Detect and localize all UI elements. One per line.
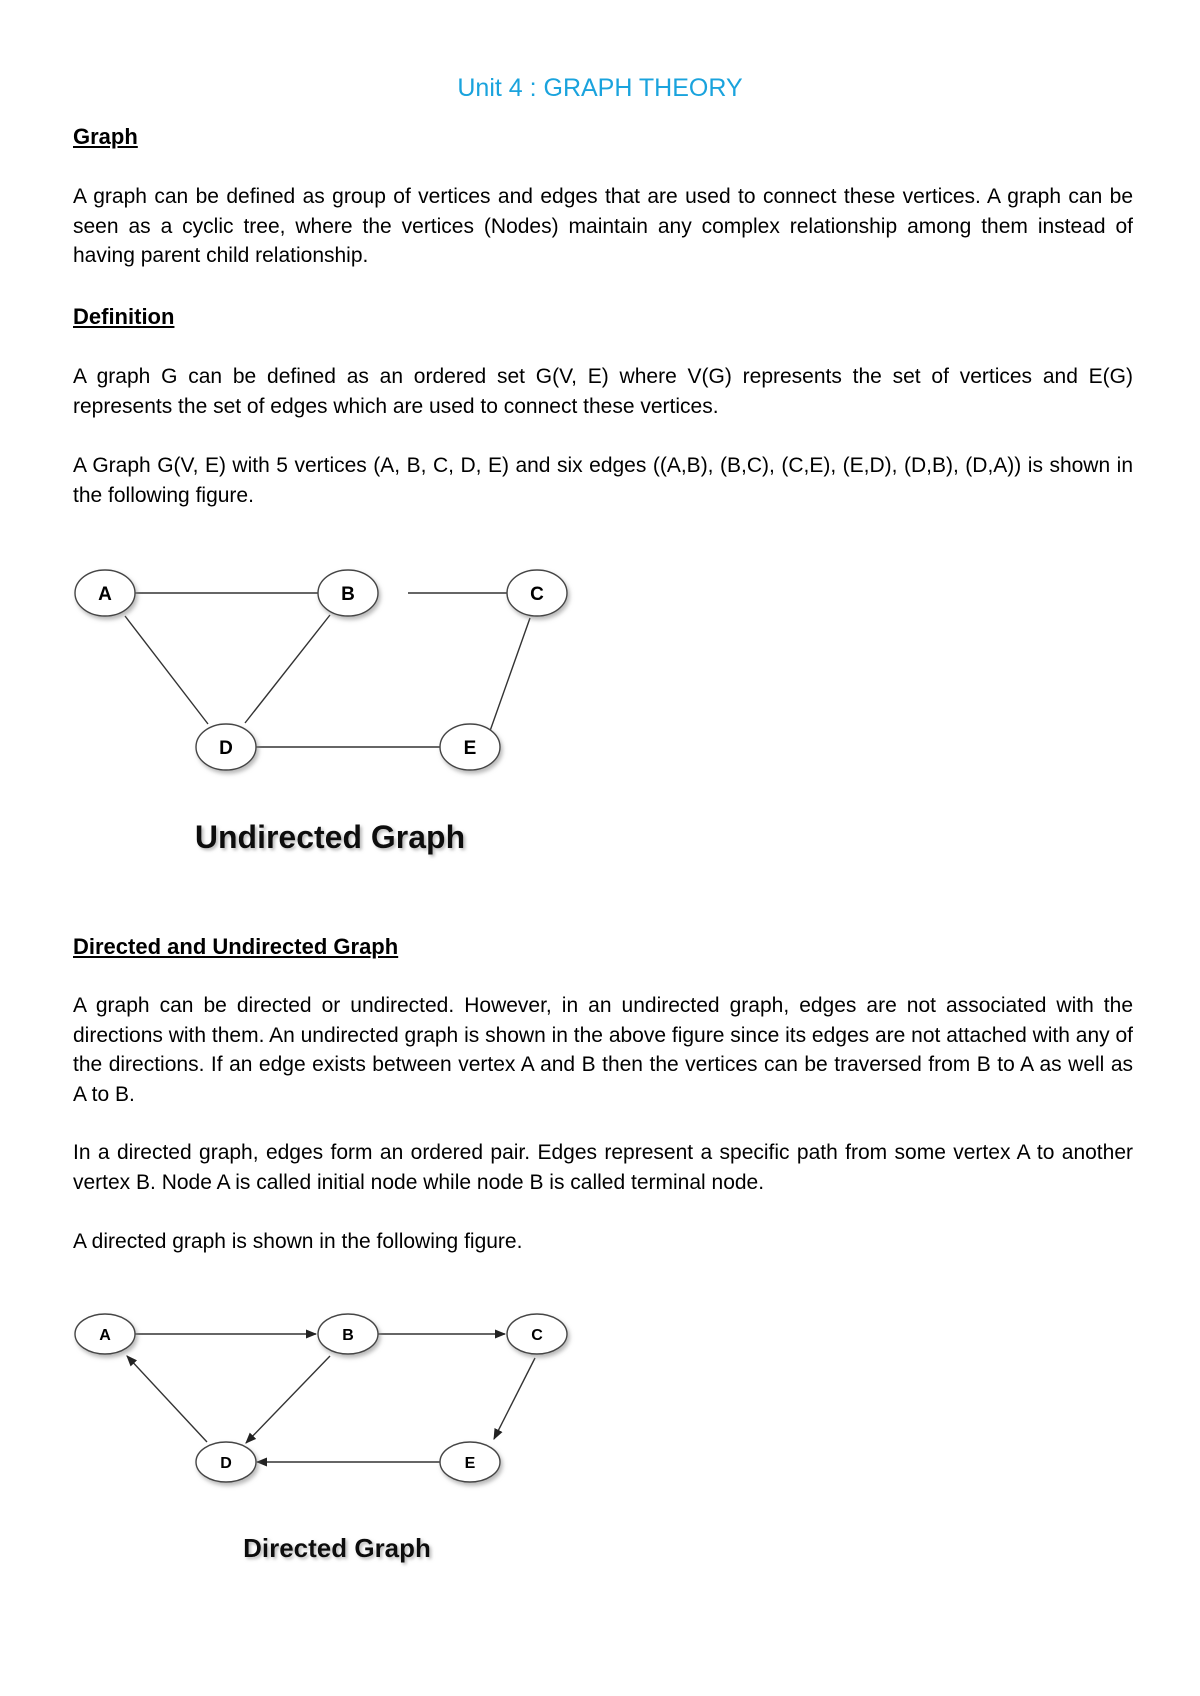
paragraph-directed-1: A graph can be directed or undirected. However, in an undirected graph, edges are not associated with the directions with them. An undirected graph is shown in the above figure since its edges are not attached with any of the directions. If an edge exists between vertex A and B then the vertices can be traversed from B to A as well as A to B. [73, 994, 1133, 1106]
paragraph-directed-3: A directed graph is shown in the following figure. [73, 1230, 523, 1253]
node-e-label: E [463, 738, 477, 759]
node-a-label: A [98, 584, 112, 605]
directed-node-b-label: B [342, 1327, 354, 1344]
directed-graph-figure [60, 1300, 600, 1575]
directed-node-a-label: A [99, 1327, 111, 1344]
directed-node-d [196, 1442, 256, 1482]
section-heading-graph: Graph [73, 124, 138, 149]
paragraph-directed-2: In a directed graph, edges form an ordered pair. Edges represent a specific path from some vertex A to another vertex B. Node A is called initial node while node B is called terminal node. [73, 1141, 1133, 1194]
directed-node-c [507, 1314, 567, 1354]
edge-d-to-a [127, 1356, 207, 1442]
edge-b-to-d [246, 1356, 330, 1443]
edge-c-to-e [494, 1358, 535, 1439]
directed-node-b [318, 1314, 378, 1354]
node-a [75, 570, 135, 616]
directed-node-d-label: D [220, 1455, 232, 1472]
directed-node-c-label: C [531, 1327, 543, 1344]
directed-node-e-label: E [464, 1455, 476, 1472]
node-d [196, 724, 256, 770]
paragraph-graph: A graph can be defined as group of vertices and edges that are used to connect these vertices. A graph can be seen as a cyclic tree, where the vertices (Nodes) maintain any complex relationship among them instead of having parent child relationship. [73, 185, 1133, 267]
node-c [507, 570, 567, 616]
node-d-label: D [219, 738, 233, 759]
paragraph-definition-1: A graph G can be defined as an ordered set G(V, E) where V(G) represents the set of vertices and E(G) represents the set of edges which are used to connect these vertices. [73, 365, 1133, 418]
directed-node-e [440, 1442, 500, 1482]
undirected-graph-caption: Undirected Graph [194, 819, 466, 855]
directed-graph-caption: Directed Graph [243, 1533, 431, 1563]
node-c-label: C [530, 584, 544, 605]
edge-d-b [245, 615, 330, 723]
paragraph-definition-2: A Graph G(V, E) with 5 vertices (A, B, C, D, E) and six edges ((A,B), (B,C), (C,E), (E,D), (D,B), (D,A)) is shown in the following figure. [73, 454, 1133, 507]
node-b [318, 570, 378, 616]
section-heading-directed: Directed and Undirected Graph [73, 934, 399, 959]
section-heading-definition: Definition [73, 304, 175, 329]
node-e [440, 724, 500, 770]
edge-c-e [490, 618, 530, 731]
page-title: Unit 4 : GRAPH THEORY [457, 74, 743, 102]
node-b-label: B [341, 584, 355, 605]
undirected-graph-figure [60, 555, 600, 870]
directed-node-a [75, 1314, 135, 1354]
edge-d-a [125, 616, 208, 724]
